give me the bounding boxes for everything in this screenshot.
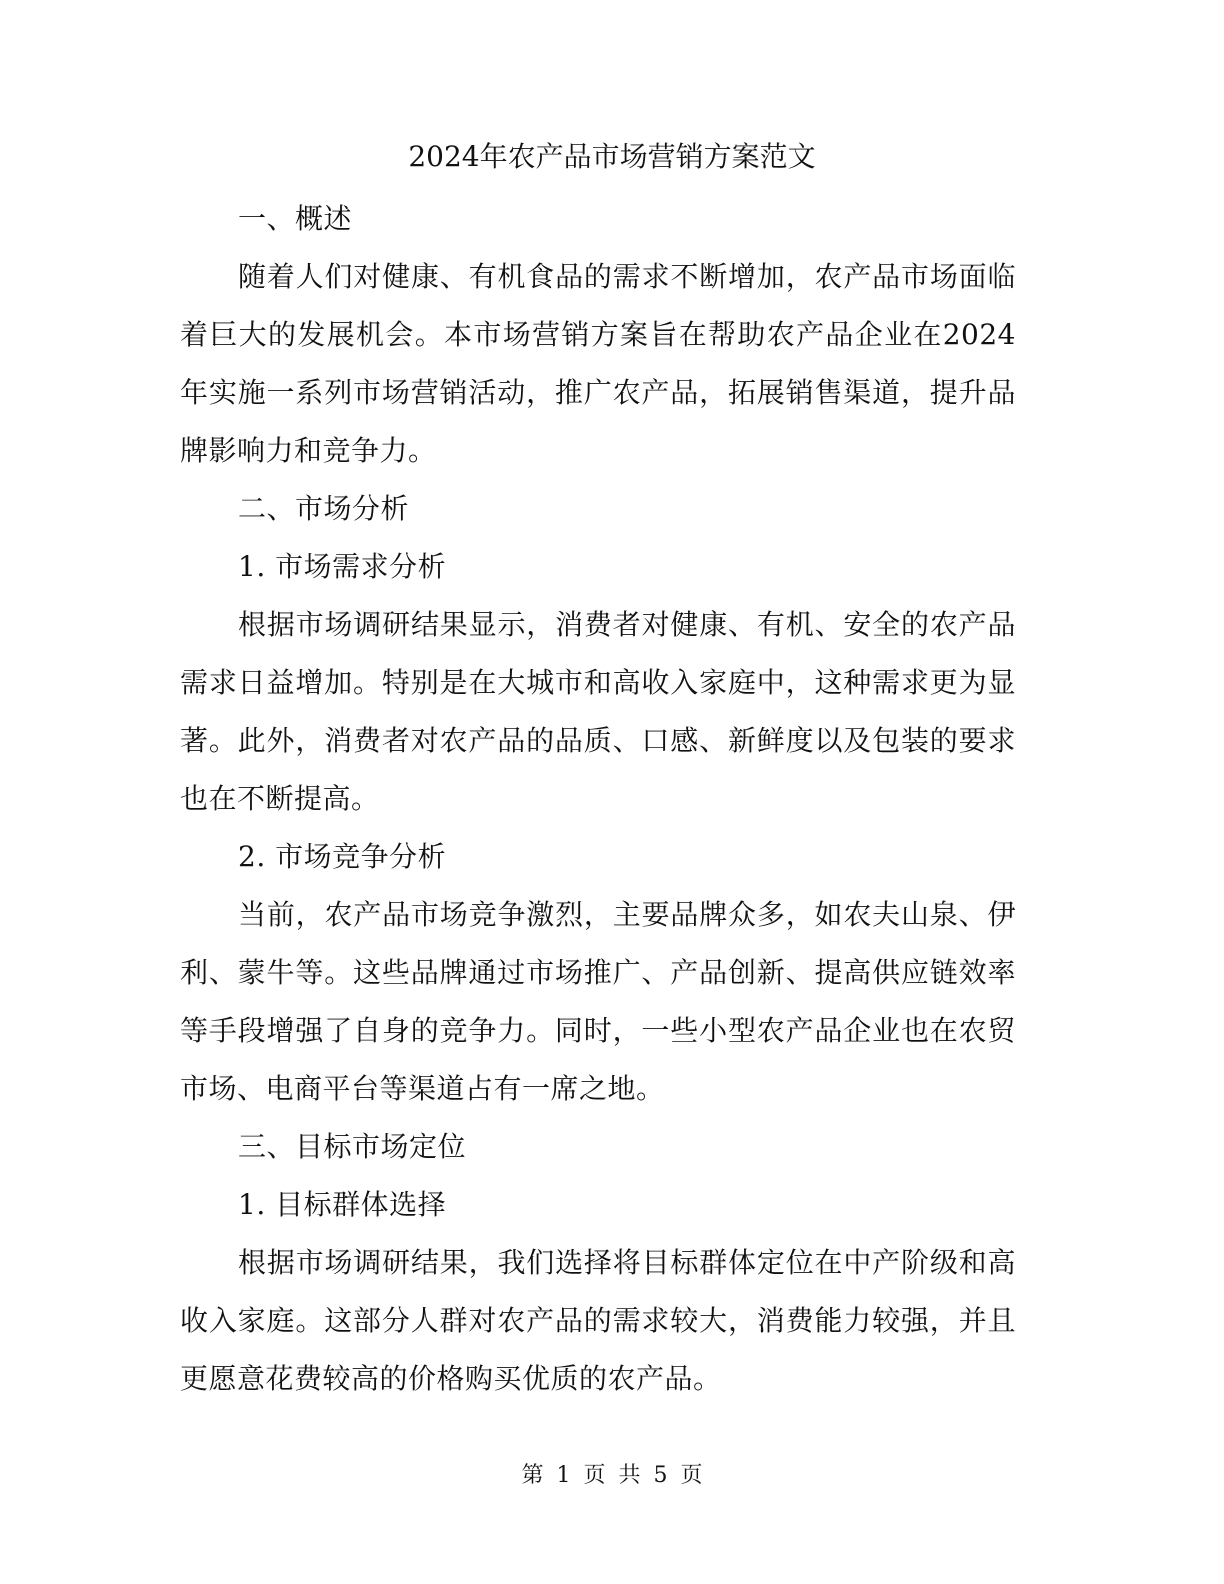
subheading-competition-analysis: 2. 市场竞争分析	[238, 840, 447, 873]
document-body	[180, 190, 1016, 1408]
section-heading-target-positioning: 三、目标市场定位	[238, 1130, 467, 1163]
section-heading-overview: 一、概述	[238, 202, 353, 235]
subheading-target-group: 1. 目标群体选择	[238, 1188, 447, 1221]
section-heading-market-analysis: 二、市场分析	[238, 492, 410, 525]
page-number-footer: 第 1 页 共 5 页	[521, 1463, 703, 1488]
paragraph-overview: 随着人们对健康、有机食品的需求不断增加，农产品市场面临着巨大的发展机会。本市场营销方案旨在帮助农产品企业在2024年实施一系列市场营销活动，推广农产品，拓展销售渠道，提升品牌影响力和竞争力。	[180, 260, 1016, 467]
paragraph-demand-analysis: 根据市场调研结果显示，消费者对健康、有机、安全的农产品需求日益增加。特别是在大城市和高收入家庭中，这种需求更为显著。此外，消费者对农产品的品质、口感、新鲜度以及包装的要求也在不断提高。	[180, 608, 1016, 815]
paragraph-competition-analysis: 当前，农产品市场竞争激烈，主要品牌众多，如农夫山泉、伊利、蒙牛等。这些品牌通过市场推广、产品创新、提高供应链效率等手段增强了自身的竞争力。同时，一些小型农产品企业也在农贸市场、电商平台等渠道占有一席之地。	[180, 898, 1016, 1105]
document-title: 2024年农产品市场营销方案范文	[408, 140, 816, 173]
subheading-demand-analysis: 1. 市场需求分析	[238, 550, 447, 583]
paragraph-target-group: 根据市场调研结果，我们选择将目标群体定位在中产阶级和高收入家庭。这部分人群对农产品的需求较大，消费能力较强，并且更愿意花费较高的价格购买优质的农产品。	[180, 1246, 1016, 1395]
